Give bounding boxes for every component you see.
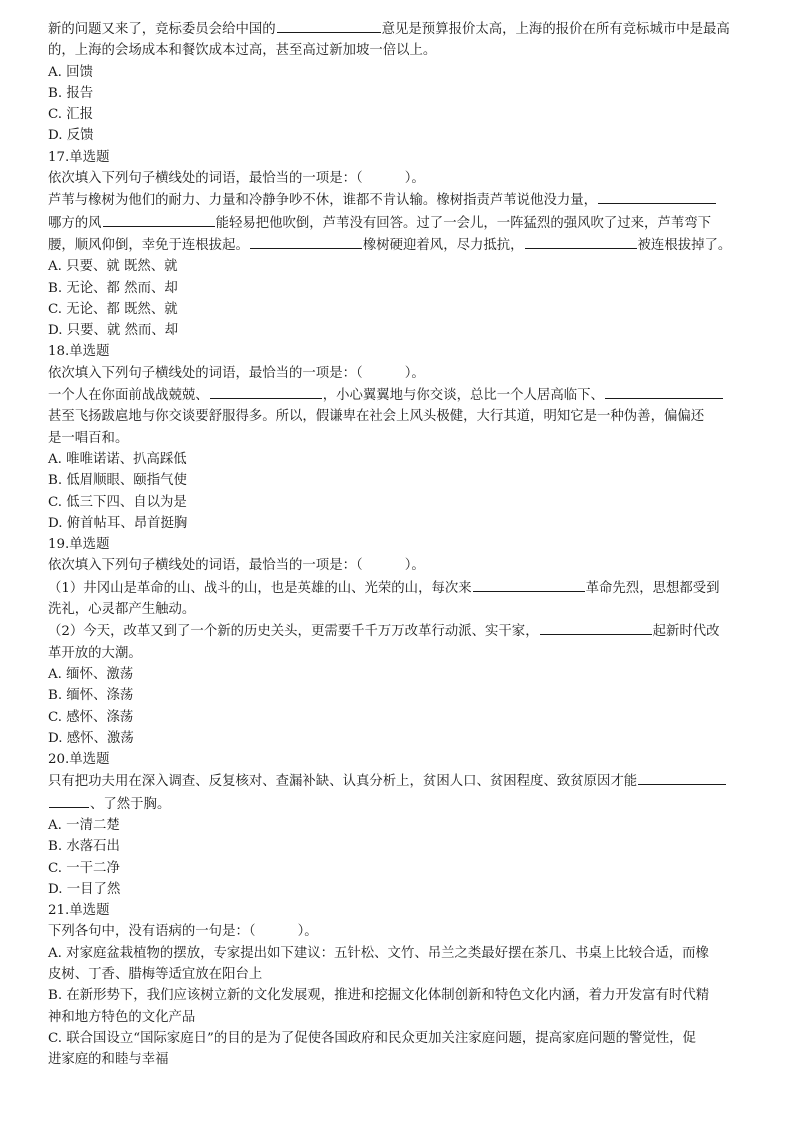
q17-option-c: C. 无论、都 既然、就 — [48, 301, 178, 317]
answer-blank — [103, 212, 215, 227]
q17-option-b: B. 无论、都 然而、却 — [48, 280, 178, 296]
answer-blank — [277, 18, 381, 33]
q21-option-b-line-2: 神和地方特色的文化产品 — [48, 1009, 196, 1025]
answer-blank — [638, 770, 726, 785]
q18-passage-line-3: 是一唱百和。 — [48, 430, 129, 446]
q17-prompt: 依次填入下列句子横线处的词语，最恰当的一项是：（ ）。 — [48, 168, 762, 189]
q17-option-a: A. 只要、就 既然、就 — [48, 259, 178, 275]
q17-option-d: D. 只要、就 然而、却 — [48, 323, 179, 339]
answer-blank — [49, 793, 89, 808]
q19-prompt: 依次填入下列句子横线处的词语，最恰当的一项是：（ ）。 — [48, 555, 762, 576]
q17-passage-line-3: 腰，顺风仰倒，幸免于连根拔起。 橡树硬迎着风，尽力抵抗， 被连根拔掉了。 — [48, 234, 762, 256]
q19-option-c: C. 感怀、涤荡 — [48, 709, 134, 725]
answer-space — [364, 555, 404, 569]
q17-passage-line-1: 芦苇与橡树为他们的耐力、力量和冷静争吵不休，谁都不肯认输。橡树指责芦苇说他没力量， — [48, 189, 762, 211]
answer-blank — [605, 384, 723, 399]
q21-option-c-line-1: C. 联合国设立“国际家庭日”的目的是为了促使各国政府和民众更加关注家庭问题，提高家庭问题的警觉性，促 — [48, 1030, 696, 1046]
q19-option-a: A. 缅怀、激荡 — [48, 666, 134, 682]
q17-header: 17.单选题 — [48, 149, 110, 165]
q20-option-a: A. 一清二楚 — [48, 817, 120, 833]
q16-text: 新的问题又来了，竞标委员会给中国的 — [48, 22, 276, 37]
q18-option-d: D. 俯首帖耳、昂首挺胸 — [48, 515, 188, 531]
q16-text-line-1 — [48, 18, 762, 40]
answer-blank — [540, 620, 652, 635]
answer-blank — [525, 234, 637, 249]
answer-space — [364, 363, 404, 377]
answer-blank — [598, 189, 716, 204]
q16-option-c: C. 汇报 — [48, 107, 94, 123]
q19-option-b: B. 缅怀、涤荡 — [48, 688, 134, 704]
q19-sentence-2-line-2: 革开放的大潮。 — [48, 645, 142, 661]
q18-option-b: B. 低眉顺眼、颐指气使 — [48, 473, 187, 489]
q19-sentence-1-line-2: 洗礼，心灵都产生触动。 — [48, 602, 196, 618]
q18-passage-line-1: 一个人在你面前战战兢兢、 ，小心翼翼地与你交谈，总比一个人居高临下、 — [48, 384, 762, 406]
q20-option-b: B. 水落石出 — [48, 839, 120, 855]
answer-space — [364, 168, 404, 182]
q20-passage-line-1: 只有把功夫用在深入调查、反复核对、查漏补缺、认真分析上，贫困人口、贫困程度、致贫原因才能 — [48, 770, 762, 792]
q21-option-a-line-2: 皮树、丁香、腊梅等适宜放在阳台上 — [48, 967, 263, 983]
q18-prompt: 依次填入下列句子横线处的词语，最恰当的一项是：（ ）。 — [48, 363, 762, 384]
q21-option-a-line-1: A. 对家庭盆栽植物的摆放，专家提出如下建议：五针松、文竹、吊兰之类最好摆在茶几、书桌上比较合适，而橡 — [48, 945, 709, 961]
answer-blank — [250, 234, 362, 249]
answer-space — [257, 921, 297, 935]
q20-option-c: C. 一干二净 — [48, 860, 120, 876]
q16-text: 意见是预算报价太高，上海的报价在所有竞标城市中是最高 — [381, 22, 730, 37]
q16-option-a: A. 回馈 — [48, 64, 93, 80]
q18-option-a: A. 唯唯诺诺、扒高踩低 — [48, 451, 187, 467]
q21-prompt: 下列各句中，没有语病的一句是：（ ）。 — [48, 921, 762, 942]
answer-blank — [473, 577, 585, 592]
q16-text-line-2: 的，上海的会场成本和餐饮成本过高，甚至高过新加坡一倍以上。 — [48, 43, 437, 59]
q18-header: 18.单选题 — [48, 344, 110, 360]
q16-option-d: D. 反馈 — [48, 128, 94, 144]
answer-blank — [210, 384, 322, 399]
q19-sentence-2-line-1: （2）今天，改革又到了一个新的历史关头，更需要千千万万改革行动派、实干家， 起新时代改 — [48, 620, 762, 642]
q21-option-b-line-1: B. 在新形势下，我们应该树立新的文化发展观，推进和挖掘文化体制创新和特色文化内涵，着力开发富有时代精 — [48, 988, 710, 1004]
q19-sentence-1-line-1: （1）井冈山是革命的山、战斗的山，也是英雄的山、光荣的山，每次来 革命先烈，思想都受到 — [48, 577, 762, 599]
q19-option-d: D. 感怀、激荡 — [48, 730, 134, 746]
q18-passage-line-2: 甚至飞扬跋扈地与你交谈要舒服得多。所以，假谦卑在社会上风头极健，大行其道，明知它是一种伪善，偏偏还 — [48, 409, 705, 425]
q19-header: 19.单选题 — [48, 537, 110, 553]
q18-option-c: C. 低三下四、自以为是 — [48, 494, 187, 510]
q16-option-b: B. 报告 — [48, 85, 94, 101]
q20-option-d: D. 一目了然 — [48, 881, 121, 897]
q21-option-c-line-2: 进家庭的和睦与幸福 — [48, 1052, 169, 1068]
q20-passage-line-2: 、了然于胸。 — [48, 793, 762, 815]
q21-header: 21.单选题 — [48, 903, 110, 919]
q20-header: 20.单选题 — [48, 752, 110, 768]
q17-passage-line-2: 哪方的风 能轻易把他吹倒，芦苇没有回答。过了一会儿，一阵猛烈的强风吹了过来，芦苇弯下 — [48, 212, 762, 234]
